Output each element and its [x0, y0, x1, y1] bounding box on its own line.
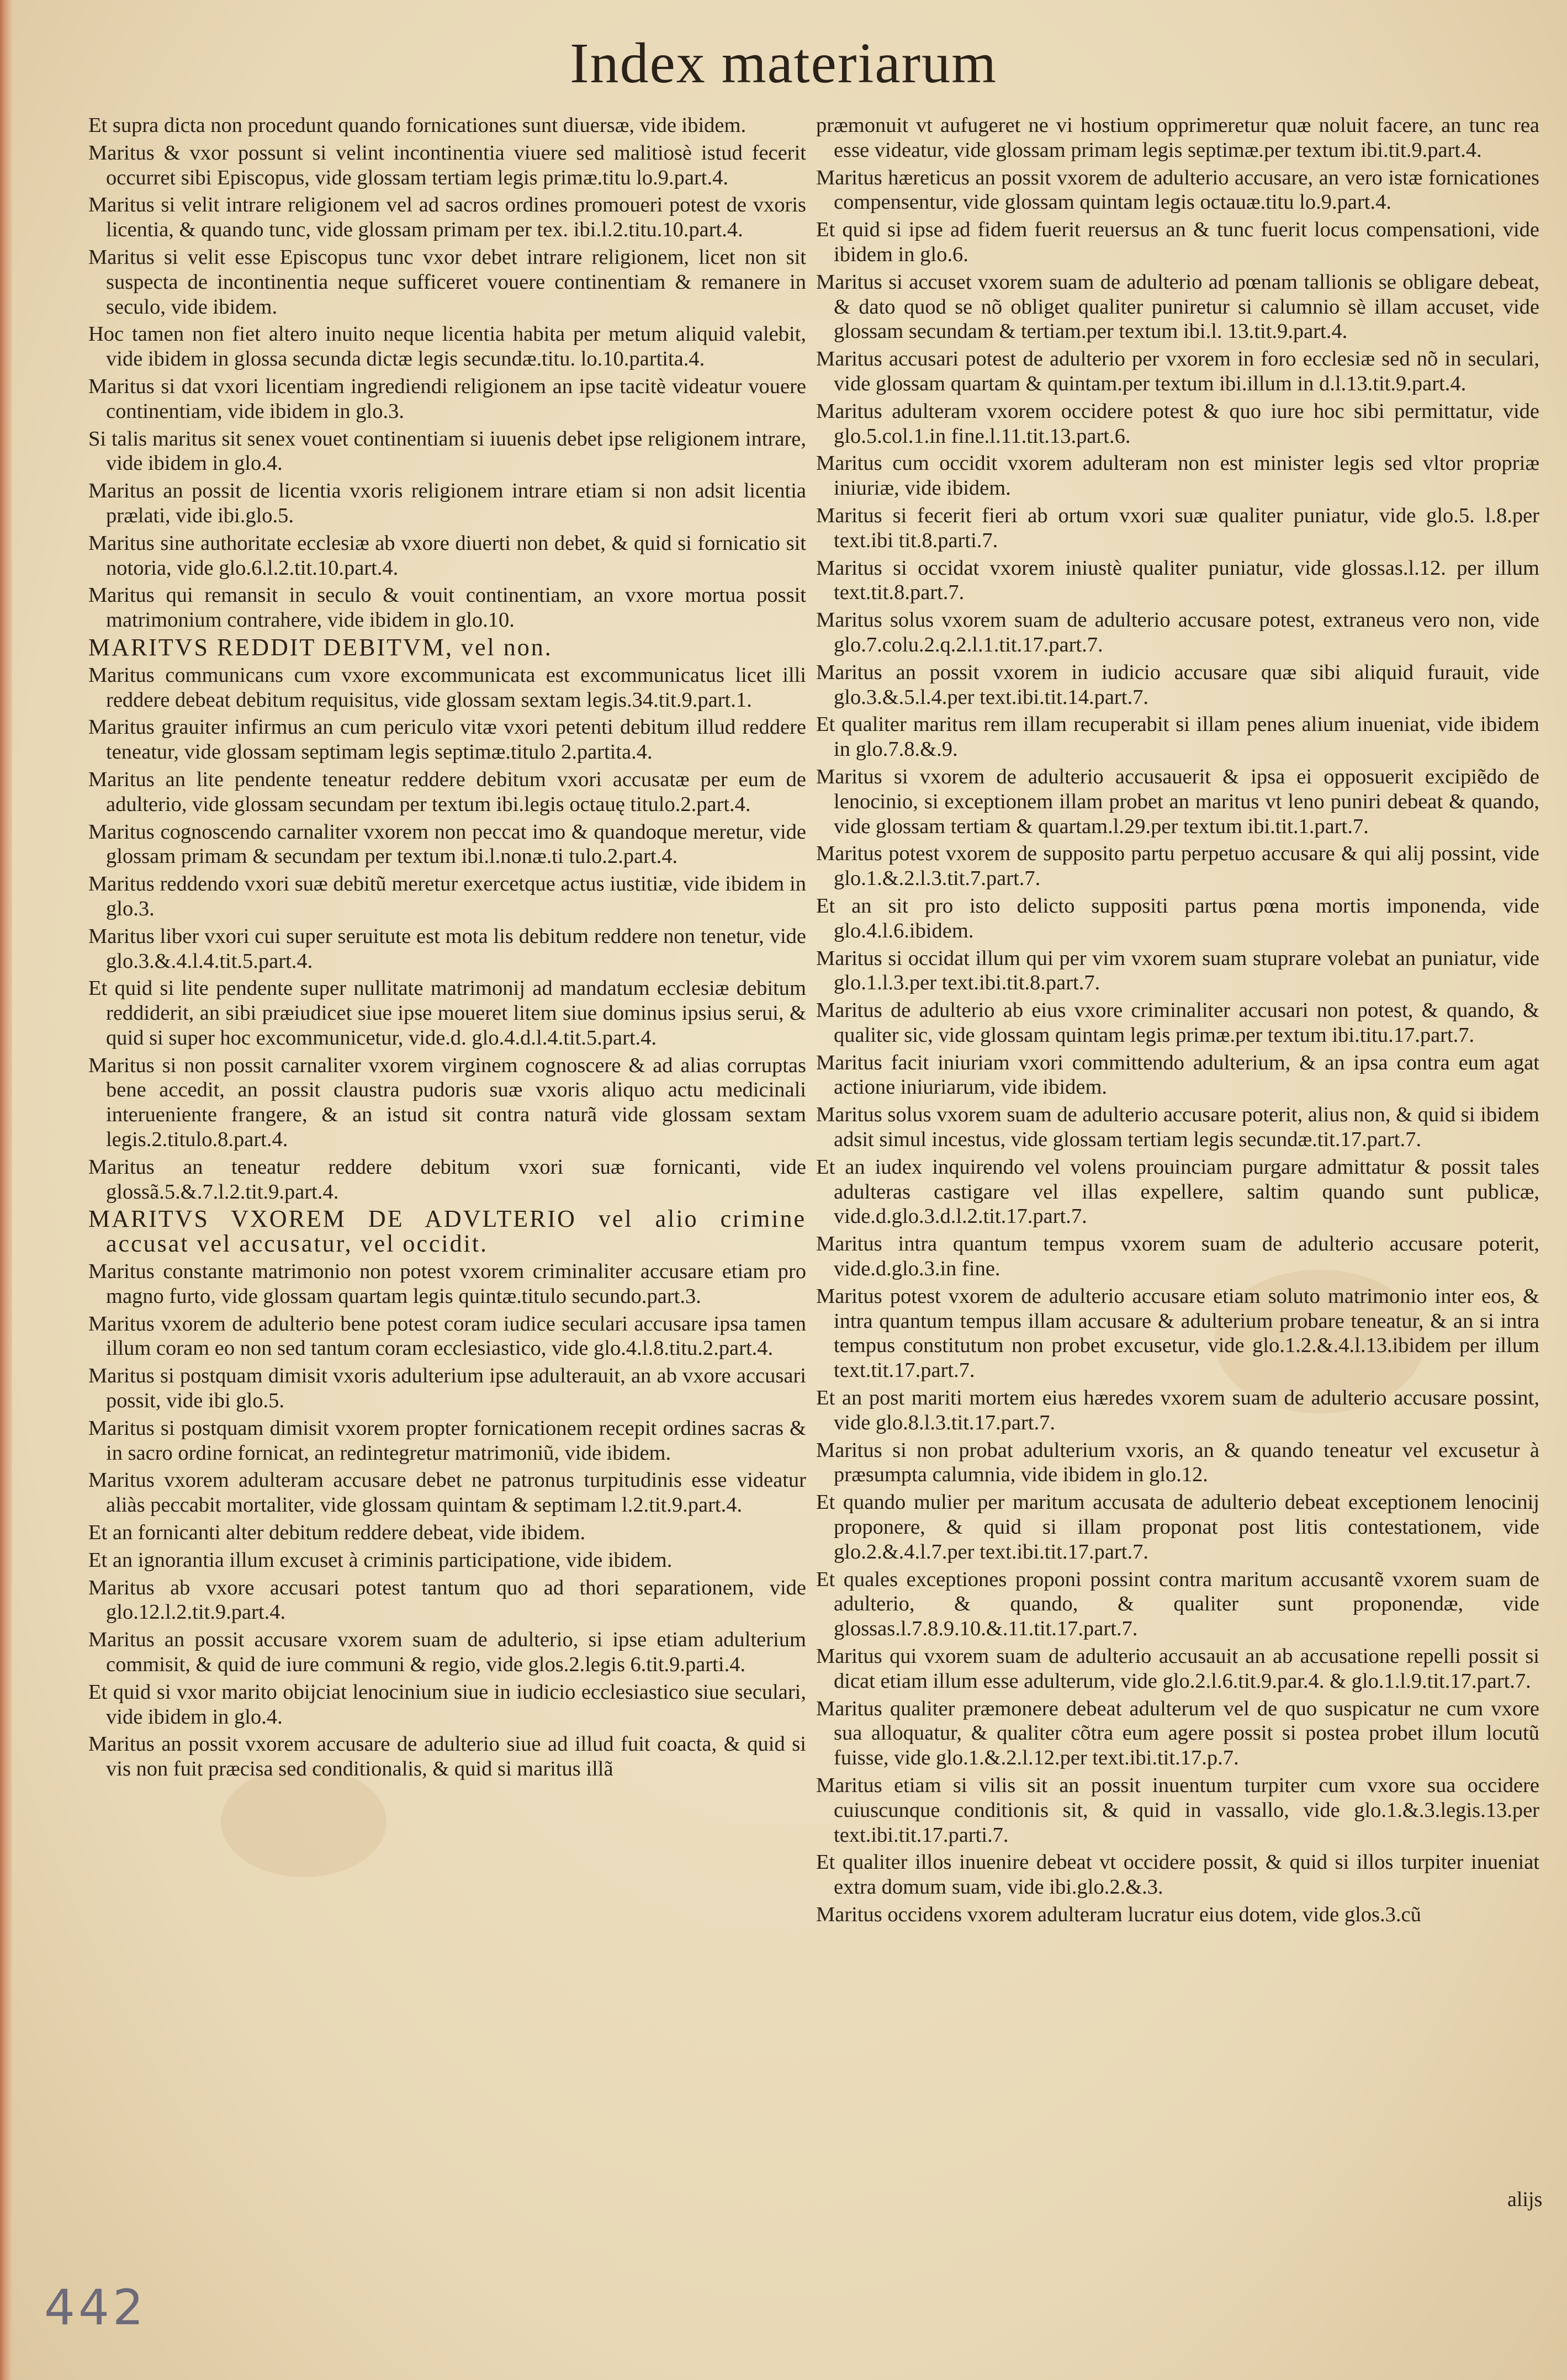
left-column [88, 113, 806, 2189]
index-entry: præmonuit vt aufugeret ne vi hostium opprimeretur quæ noluit facere, an tunc rea esse videatur, vide glossam primam legis septimæ.per textum ibi.tit.9.part.4. [816, 114, 1539, 162]
index-entry: Maritus qui vxorem suam de adulterio accusauit an ab accusatione repelli possit si dicat etiam illum esse adulterum, vide glo.2.l.6.tit.9.par.4. & glo.1.l.9.tit.17.part.7. [816, 1645, 1539, 1693]
index-entry: Maritus vxorem de adulterio bene potest coram iudice seculari accusare ipsa tamen illum coram eo non sed tantum coram ecclesiastico, vide glo.4.l.8.titu.2.part.4. [88, 1312, 806, 1360]
index-entry: Maritus facit iniuriam vxori committendo adulterium, & an ipsa contra eum agat actione iniuriarum, vide ibidem. [816, 1051, 1539, 1099]
index-entry: Et quid si lite pendente super nullitate matrimonij ad mandatum ecclesiæ debitum reddiderit, an sibi præiudicet siue ipse moueret litem siue dominus ipsius serui, & quid si super hoc excommunicetur, vide.d. glo.4.d.l.4.tit.5.part.4. [88, 977, 806, 1049]
index-entry: Maritus si dat vxori licentiam ingrediendi religionem an ipse tacitè videatur vouere continentiam, vide ibidem in glo.3. [88, 374, 806, 423]
index-entry: Maritus an possit vxorem in iudicio accusare quæ sibi aliquid furauit, vide glo.3.&.5.l.4.per text.ibi.tit.14.part.7. [816, 660, 1539, 709]
index-entry: Et an post mariti mortem eius hæredes vxorem suam de adulterio accusare possint, vide glo.8.l.3.tit.17.part.7. [816, 1386, 1539, 1434]
index-entry: Maritus intra quantum tempus vxorem suam de adulterio accusare poterit, vide.d.glo.3.in fine. [816, 1232, 1539, 1281]
page-edge [0, 0, 12, 2380]
index-entry: Et qualiter illos inuenire debeat vt occidere possit, & quid si illos turpiter inueniat extra domum suam, vide ibi.glo.2.&.3. [816, 1851, 1539, 1899]
index-entry: Maritus occidens vxorem adulteram lucratur eius dotem, vide glos.3.cũ [816, 1902, 1421, 1926]
folio-number: 442 [44, 2279, 147, 2336]
index-entry: Et an fornicanti alter debitum reddere debeat, vide ibidem. [88, 1521, 586, 1545]
index-entry: Maritus hæreticus an possit vxorem de adulterio accusare, an vero istæ fornicationes compensentur, vide glossam quintam legis octauæ.titu lo.9.part.4. [816, 166, 1539, 214]
index-entry: Maritus si postquam dimisit vxoris adulterium ipse adulterauit, an ab vxore accusari possit, vide ibi glo.5. [88, 1364, 806, 1413]
index-entry: Et an ignorantia illum excuset à criminis participatione, vide ibidem. [88, 1548, 673, 1572]
index-entry: Si talis maritus sit senex vouet continentiam si iuuenis debet ipse religionem intrare, vide ibidem in glo.4. [88, 427, 806, 475]
index-entry: Maritus ab vxore accusari potest tantum quo ad thori separationem, vide glo.12.l.2.tit.9.part.4. [88, 1576, 806, 1624]
index-entry: Maritus si velit intrare religionem vel ad sacros ordines promoueri potest de vxoris licentia, & quando tunc, vide glossam primam per tex. ibi.l.2.titu.10.part.4. [88, 193, 806, 242]
index-entry: Et quando mulier per maritum accusata de adulterio debeat exceptionem lenocinij proponere, & quid si illam proponat post litis contestationem, vide glo.2.&.4.l.7.per text.ibi.tit.17.part.7. [816, 1491, 1539, 1563]
index-entry: Hoc tamen non fiet altero inuito neque licentia habita per metum aliquid valebit, vide ibidem in glossa secunda dictæ legis secundæ.titu. lo.10.partita.4. [88, 322, 806, 371]
index-entry: Et supra dicta non procedunt quando fornicationes sunt diuersæ, vide ibidem. [88, 114, 747, 137]
page-title: Index materiarum [569, 31, 998, 95]
index-entry: Maritus si fecerit fieri ab ortum vxori suæ qualiter puniatur, vide glo.5. l.8.per text.ibi tit.8.parti.7. [816, 503, 1539, 552]
index-entry: Et an iudex inquirendo vel volens prouinciam purgare admittatur & possit tales adulteras castigare vel illas expellere, saltim quando sunt publicæ, vide.d.glo.3.d.l.2.tit.17.part.7. [816, 1155, 1539, 1228]
index-entry: Maritus constante matrimonio non potest vxorem criminaliter accusare etiam pro magno furto, vide glossam quartam legis quintæ.titulo secundo.part.3. [88, 1260, 806, 1308]
index-entry: Maritus an possit accusare vxorem suam de adulterio, si ipse etiam adulterium commisit, & quid de iure communi & regio, vide glos.2.legis 6.tit.9.parti.4. [88, 1628, 806, 1677]
index-entry: Et quales exceptiones proponi possint contra maritum accusantẽ vxorem suam de adulterio, & quando, & qualiter sunt proponendæ, vide glossas.l.7.8.9.10.&.11.tit.17.part.7. [816, 1567, 1539, 1641]
index-entry: Maritus si non probat adulterium vxoris, an & quando teneatur vel excusetur à præsumpta calumnia, vide ibidem in glo.12. [816, 1438, 1539, 1487]
index-entry: Maritus de adulterio ab eius vxore criminaliter accusari non potest, & quando, & qualiter sic, vide glossam quintam legis primæ.per textum ibi.titu.17.part.7. [816, 999, 1539, 1047]
index-entry: Maritus solus vxorem suam de adulterio accusare potest, extraneus vero non, vide glo.7.colu.2.q.2.l.1.tit.17.part.7. [816, 608, 1539, 656]
index-entry: Maritus si velit esse Episcopus tunc vxor debet intrare religionem, licet non sit suspecta de incontinentia neque sufficeret vouere continentiam & remanere in seculo, vide ibidem. [88, 245, 806, 319]
index-entry: Maritus solus vxorem suam de adulterio accusare poterit, alius non, & quid si ibidem adsit simul incestus, vide glossam tertiam legis secundæ.tit.17.part.7. [816, 1103, 1539, 1152]
index-entry: Maritus cum occidit vxorem adulteram non est minister legis sed vltor propriæ iniuriæ, vide ibidem. [816, 452, 1539, 500]
index-entry: Maritus an possit de licentia vxoris religionem intrare etiam si non adsit licentia prælati, vide ibi.glo.5. [88, 479, 806, 527]
index-entry: Et qualiter maritus rem illam recuperabit si illam penes alium inueniat, vide ibidem in glo.7.8.&.9. [816, 713, 1539, 761]
index-entry: Maritus an possit vxorem accusare de adulterio siue ad illud fuit coacta, & quid si vis non fuit præcisa sed conditionalis, & quid si maritus illã [88, 1732, 806, 1781]
index-entry: Maritus sine authoritate ecclesiæ ab vxore diuerti non debet, & quid si fornicatio sit notoria, vide glo.6.l.2.tit.10.part.4. [88, 531, 806, 580]
index-entry: Maritus si occidat illum qui per vim vxorem suam stuprare volebat an puniatur, vide glo.1.l.3.per text.ibi.tit.8.part.7. [816, 946, 1539, 995]
index-entry: Maritus communicans cum vxore excommunicata est excommunicatus licet illi reddere debeat debitum requisitus, vide glossam sextam legis.34.tit.9.part.1. [88, 663, 806, 712]
index-entry: Maritus qualiter præmonere debeat adulterum vel de quo suspicatur ne cum vxore sua alloquatur, & qualiter cõtra eum agere possit si postea probet illum locutũ fuisse, vide glo.1.&.2.l.12.per text.ibi.tit.17.p.7. [816, 1697, 1539, 1770]
index-entry: Maritus si vxorem de adulterio accusauerit & ipsa ei opposuerit excipiẽdo de lenocinio, si exceptionem illam probet an maritus vt leno puniri debeat & quando, vide glossam tertiam & quartam.l.29.per textum ibi.tit.1.part.7. [816, 765, 1539, 838]
catchword: alijs [1507, 2188, 1543, 2211]
index-entry: Et quid si ipse ad fidem fuerit reuersus an & tunc fuerit locus compensationi, vide ibidem in glo.6. [816, 218, 1539, 266]
index-entry: Maritus adulteram vxorem occidere potest & quo iure hoc sibi permittatur, vide glo.5.col.1.in fine.l.11.tit.13.part.6. [816, 399, 1539, 448]
index-entry: Maritus si postquam dimisit vxorem propter fornicationem recepit ordines sacras & in sacro ordine fornicat, an redintegretur matrimoniũ, vide ibidem. [88, 1416, 806, 1465]
index-entry: Maritus si accuset vxorem suam de adulterio ad pœnam tallionis se obligare debeat, & dato quod se nõ obliget qualiter puniretur si calumnio sè illam accuset, vide glossam secundam & tertiam.per textum ibi.l. 13.tit.9.part.4. [816, 270, 1539, 343]
index-entry: Maritus qui remansit in seculo & vouit continentiam, an vxore mortua possit matrimonium contrahere, vide ibidem in glo.10. [88, 584, 806, 632]
index-entry: Maritus grauiter infirmus an cum periculo vitæ vxori petenti debitum illud reddere teneatur, vide glossam septimam legis septimæ.titulo 2.partita.4. [88, 715, 806, 764]
section-heading: MARITVS REDDIT DEBITVM, vel non. [88, 633, 553, 661]
index-entry: Et an sit pro isto delicto suppositi partus pœna mortis imponenda, vide glo.4.l.6.ibidem. [816, 894, 1539, 942]
index-entry: Maritus potest vxorem de supposito partu perpetuo accusare & qui alij possint, vide glo.1.&.2.l.3.tit.7.part.7. [816, 842, 1539, 890]
index-entry: Maritus etiam si vilis sit an possit inuentum turpiter cum vxore sua occidere cuiuscunque conditionis sit, & quid in vassallo, vide glo.1.&.3.legis.13.per text.ibi.tit.17.parti.7. [816, 1774, 1539, 1847]
index-entry: Maritus si non possit carnaliter vxorem virginem cognoscere & ad alias corruptas bene accedit, an possit claustra pudoris suæ vxoris aliquo actu medicinali interueniente frangere, & an istud sit contra naturã vide glossam sextam legis.2.titulo.8.part.4. [88, 1053, 806, 1152]
index-entry: Maritus accusari potest de adulterio per vxorem in foro ecclesiæ sed nõ in seculari, vide glossam quartam & quintam.per textum ibi.illum in d.l.13.tit.9.part.4. [816, 347, 1539, 395]
right-column [816, 113, 1539, 2189]
index-entry: Maritus cognoscendo carnaliter vxorem non peccat imo & quandoque meretur, vide glossam primam & secundam per textum ibi.l.nonæ.ti tulo.2.part.4. [88, 820, 806, 868]
index-entry: Maritus vxorem adulteram accusare debet ne patronus turpitudinis esse videatur aliàs peccabit mortaliter, vide glossam quintam & septimam l.2.tit.9.part.4. [88, 1469, 806, 1517]
index-entry: Et quid si vxor marito obijciat lenocinium siue in iudicio ecclesiastico siue seculari, vide ibidem in glo.4. [88, 1680, 806, 1729]
index-entry: Maritus & vxor possunt si velint incontinentia viuere sed malitiosè istud fecerit occurret sibi Episcopus, vide glossam tertiam legis primæ.titu lo.9.part.4. [88, 141, 806, 189]
section-heading: MARITVS VXOREM DE ADVLTERIO vel alio crimine accusat vel accusatur, vel occidit. [88, 1205, 806, 1258]
index-entry: Maritus reddendo vxori suæ debitũ meretur exercetque actus iustitiæ, vide ibidem in glo.3. [88, 872, 806, 920]
index-entry: Maritus potest vxorem de adulterio accusare etiam soluto matrimonio inter eos, & intra quantum tempus illam accusare & adulterium probare teneatur, & an si intra tempus constitutum non probet excusetur, vide glo.1.2.&.4.l.13.ibidem per illum text.tit.17.part.7. [816, 1284, 1539, 1382]
index-entry: Maritus an lite pendente teneatur reddere debitum vxori accusatæ per eum de adulterio, vide glossam secundam per textum ibi.legis octauę titulo.2.part.4. [88, 767, 806, 816]
index-entry: Maritus liber vxori cui super seruitute est mota lis debitum reddere non tenetur, vide glo.3.&.4.l.4.tit.5.part.4. [88, 924, 806, 973]
index-entry: Maritus si occidat vxorem iniustè qualiter puniatur, vide glossas.l.12. per illum text.tit.8.part.7. [816, 556, 1539, 605]
index-entry: Maritus an teneatur reddere debitum vxori suæ fornicanti, vide glossã.5.&.7.l.2.tit.9.part.4. [88, 1155, 806, 1204]
